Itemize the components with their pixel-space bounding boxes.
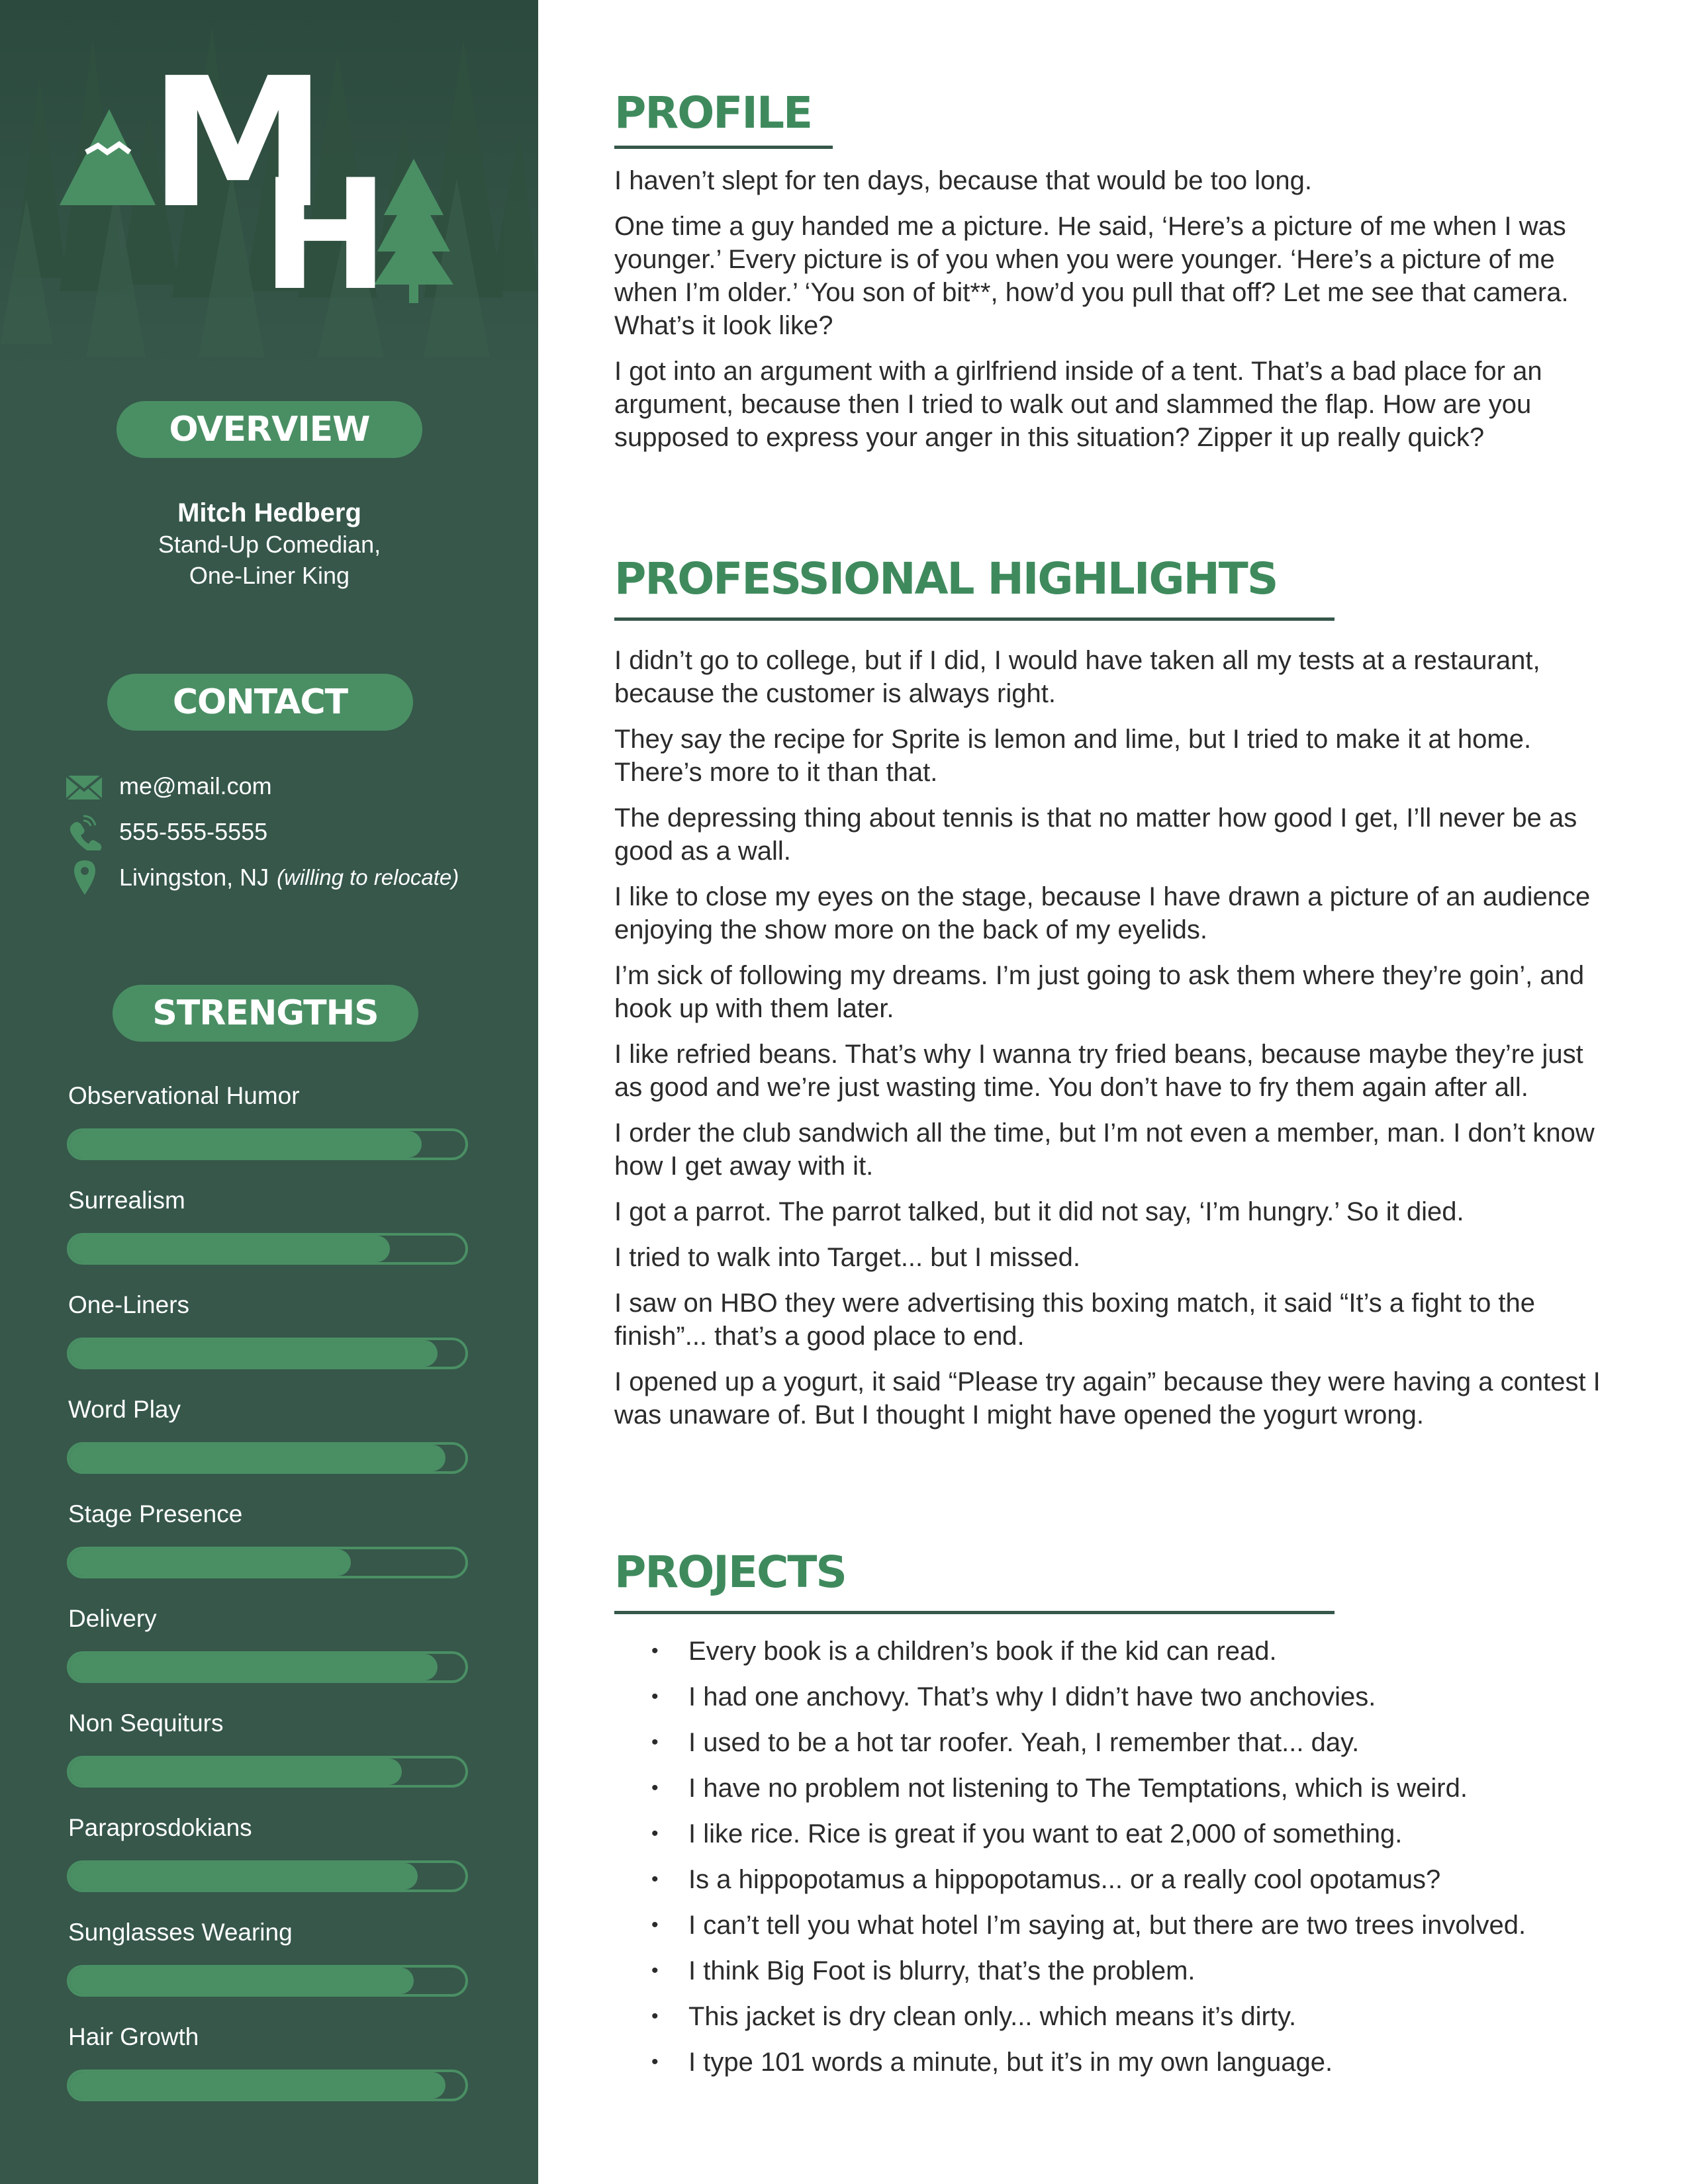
highlight-item: I’m sick of following my dreams. I’m just going to ask them where they’re goin’, and hook up with them later.	[614, 961, 1585, 1023]
skill-label: Surrealism	[68, 1187, 185, 1214]
skill-bar-fill	[70, 1863, 418, 1889]
highlight-item: They say the recipe for Sprite is lemon and lime, but I tried to make it at home. There’s more to it than that.	[614, 725, 1532, 787]
skill-bar	[67, 1860, 468, 1892]
projects-heading: PROJECTS	[614, 1547, 846, 1598]
skill-bar-fill	[70, 1236, 390, 1262]
list-item	[614, 1954, 1620, 2000]
contact-heading: CONTACT	[107, 674, 413, 731]
skill-label: One-Liners	[68, 1291, 190, 1318]
envelope-icon	[64, 768, 106, 805]
profile-paragraph: I got into an argument with a girlfriend inside of a tent. That’s a bad place for an argument, because then I tried to walk out and slammed the flap. How are you supposed to express your anger in this situation? Zipper it up really quick?	[614, 357, 1542, 452]
highlights-text	[614, 644, 1607, 1444]
project-text: I can’t tell you what hotel I’m saying at, but there are two trees involved.	[688, 1911, 1526, 1940]
phone-text[interactable]: 555-555-5555	[119, 818, 268, 845]
contact-location	[64, 858, 459, 897]
highlight-item: The depressing thing about tennis is that no matter how good I get, I’ll never be as good as a wall.	[614, 803, 1577, 866]
contact-email	[64, 766, 272, 806]
highlights-rule	[614, 617, 1335, 621]
bullet-icon: •	[651, 1823, 659, 1844]
skill-bar	[67, 1128, 468, 1160]
project-text: I have no problem not listening to The Temptations, which is weird.	[688, 1774, 1468, 1803]
person-name: Mitch Hedberg	[177, 498, 361, 527]
contact-phone	[64, 812, 267, 852]
profile-paragraph: I haven’t slept for ten days, because that would be too long.	[614, 166, 1313, 195]
list-item	[614, 1726, 1620, 1772]
bullet-icon: •	[651, 1960, 659, 1981]
highlight-item: I got a parrot. The parrot talked, but it did not say, ‘I’m hungry.’ So it died.	[614, 1197, 1464, 1226]
skill-bar	[67, 1756, 468, 1788]
location-text: Livingston, NJ	[119, 864, 269, 891]
monogram-logo	[46, 53, 470, 311]
bullet-icon: •	[651, 1640, 659, 1662]
project-text: Every book is a children’s book if the kid can read.	[688, 1637, 1277, 1666]
project-text: I had one anchovy. That’s why I didn’t have two anchovies.	[688, 1682, 1376, 1711]
job-title-line-1: Stand-Up Comedian,	[158, 531, 381, 558]
skill-label: Hair Growth	[68, 2023, 199, 2050]
highlight-item: I opened up a yogurt, it said “Please try again” because they were having a contest I was unaware of. But I thought I might have opened the yogurt wrong.	[614, 1367, 1601, 1430]
profile-heading: PROFILE	[614, 87, 812, 138]
email-text[interactable]: me@mail.com	[119, 772, 272, 799]
bullet-icon: •	[651, 1868, 659, 1890]
phone-icon	[64, 813, 106, 850]
skill-bar	[67, 1651, 468, 1683]
profile-text	[614, 164, 1607, 467]
highlight-item: I didn’t go to college, but if I did, I would have taken all my tests at a restaurant, because the customer is always right.	[614, 646, 1540, 708]
skill-label: Non Sequiturs	[68, 1709, 224, 1737]
list-item	[614, 2046, 1620, 2091]
highlights-heading: PROFESSIONAL HIGHLIGHTS	[614, 553, 1278, 604]
highlight-item: I like refried beans. That’s why I wanna try fried beans, because maybe they’re just as good and we’re just wasting time. You don’t have to fry them again after all.	[614, 1040, 1583, 1102]
list-item	[614, 1863, 1620, 1909]
list-item	[614, 1909, 1620, 1954]
skill-label: Delivery	[68, 1605, 157, 1632]
profile-rule	[614, 146, 833, 149]
strengths-heading: STRENGTHS	[113, 985, 418, 1042]
list-item	[614, 1635, 1620, 1680]
project-text: I used to be a hot tar roofer. Yeah, I remember that... day.	[688, 1728, 1360, 1757]
bullet-icon: •	[651, 2005, 659, 2027]
location-pin-icon	[64, 859, 106, 896]
list-item	[614, 1817, 1620, 1863]
bullet-icon: •	[651, 1777, 659, 1799]
skill-bar-fill	[70, 1340, 438, 1367]
profile-paragraph: One time a guy handed me a picture. He said, ‘Here’s a picture of me when I was younger.’ Every picture is of you when you were younger. ‘Here’s a picture of me when I’m older.’ ‘You son of bit**, how’d you pull that off? Let me see that camera. What’s it look like?	[614, 212, 1569, 340]
overview-heading: OVERVIEW	[117, 401, 422, 458]
skill-bar	[67, 1547, 468, 1578]
skill-bar-fill	[70, 1549, 351, 1576]
skill-bar-fill	[70, 1445, 445, 1471]
sidebar	[0, 0, 538, 2184]
skill-bar	[67, 2070, 468, 2101]
skill-label: Stage Presence	[68, 1500, 243, 1527]
skill-bar-fill	[70, 1654, 438, 1680]
skill-bar	[67, 1965, 468, 1997]
skill-bar-fill	[70, 2072, 445, 2099]
bullet-icon: •	[651, 1731, 659, 1753]
bullet-icon: •	[651, 1686, 659, 1707]
projects-rule	[614, 1611, 1335, 1614]
projects-list	[614, 1635, 1620, 2091]
skill-bar	[67, 1442, 468, 1474]
logo-letter-h: H	[261, 148, 389, 311]
skill-bar-fill	[70, 1131, 422, 1158]
bullet-icon: •	[651, 2051, 659, 2073]
project-text: This jacket is dry clean only... which means it’s dirty.	[688, 2002, 1297, 2031]
overview-block	[106, 498, 433, 591]
highlight-item: I like to close my eyes on the stage, because I have drawn a picture of an audience enjoying the show more on the back of my eyelids.	[614, 882, 1591, 944]
project-text: I type 101 words a minute, but it’s in my own language.	[688, 2048, 1333, 2077]
bullet-icon: •	[651, 1914, 659, 1936]
mountain-icon	[60, 109, 156, 205]
project-text: Is a hippopotamus a hippopotamus... or a really cool opotamus?	[688, 1865, 1441, 1894]
skill-bar-fill	[70, 1758, 402, 1785]
project-text: I like rice. Rice is great if you want to eat 2,000 of something.	[688, 1819, 1403, 1848]
list-item	[614, 1680, 1620, 1726]
relocation-note: (willing to relocate)	[277, 865, 459, 889]
skill-label: Paraprosdokians	[68, 1814, 252, 1841]
skill-label: Word Play	[68, 1396, 181, 1423]
job-title-line-2: One-Liner King	[189, 562, 350, 589]
highlight-item: I order the club sandwich all the time, but I’m not even a member, man. I don’t know how I get away with it.	[614, 1118, 1595, 1181]
list-item	[614, 2000, 1620, 2046]
skill-bar-fill	[70, 1968, 414, 1994]
skill-bar	[67, 1233, 468, 1265]
project-text: I think Big Foot is blurry, that’s the problem.	[688, 1956, 1196, 1985]
skill-label: Observational Humor	[68, 1082, 300, 1109]
skill-bar	[67, 1338, 468, 1369]
highlight-item: I tried to walk into Target... but I missed.	[614, 1243, 1081, 1272]
list-item	[614, 1772, 1620, 1817]
logo-letter-m: M	[149, 53, 327, 248]
skill-label: Sunglasses Wearing	[68, 1919, 293, 1946]
highlight-item: I saw on HBO they were advertising this boxing match, it said “It’s a fight to the finish”... that’s a good place to end.	[614, 1289, 1536, 1351]
